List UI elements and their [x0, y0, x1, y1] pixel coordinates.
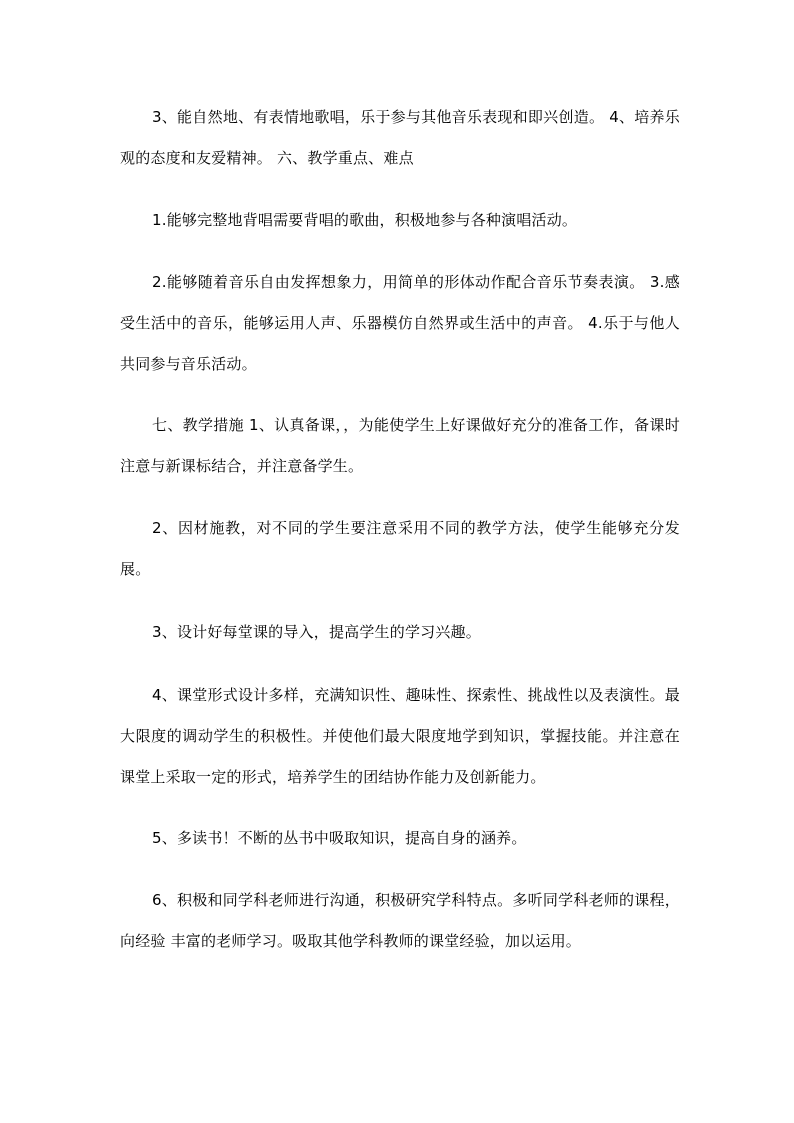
paragraph-measure-3: 3、设计好每堂课的导入，提高学生的学习兴趣。 [152, 623, 481, 641]
paragraph-measure-2: 2、因材施教，对不同的学生要注意采用不同的教学方法，使学生能够充分发展。 [120, 519, 680, 578]
paragraph-key-points-2-3-4: 2.能够随着音乐自由发挥想象力，用简单的形体动作配合音乐节奏表演。 3.感受生活中的音乐，能够运用人声、乐器模仿自然界或生活中的声音。 4.乐于与他人共同参与音乐活动。 [120, 273, 680, 373]
paragraph-section-7-measure-1: 七、教学措施 1、认真备课，，为能使学生上好课做好充分的准备工作，备课时注意与新课标结合，并注意备学生。 [120, 416, 680, 475]
paragraph-goals-3-4-and-section-6-heading: 3、能自然地、有表情地歌唱，乐于参与其他音乐表现和即兴创造。 4、培养乐观的态度和友爱精神。 六、教学重点、难点 [120, 108, 680, 167]
paragraph-measure-5: 5、多读书！不断的丛书中吸取知识，提高自身的涵养。 [152, 829, 527, 847]
paragraph-key-point-1: 1.能够完整地背唱需要背唱的歌曲，积极地参与各种演唱活动。 [152, 211, 578, 229]
paragraph-measure-4: 4、课堂形式设计多样，充满知识性、趣味性、探索性、挑战性以及表演性。最大限度的调动学生的积极性。并使他们最大限度地学到知识，掌握技能。并注意在课堂上采取一定的形式，培养学生的团结协作能力及创新能力。 [120, 686, 680, 786]
paragraph-measure-6: 6、积极和同学科老师进行沟通，积极研究学科特点。多听同学科老师的课程，向经验 丰富的老师学习。吸取其他学科教师的课堂经验，加以运用。 [120, 891, 680, 950]
